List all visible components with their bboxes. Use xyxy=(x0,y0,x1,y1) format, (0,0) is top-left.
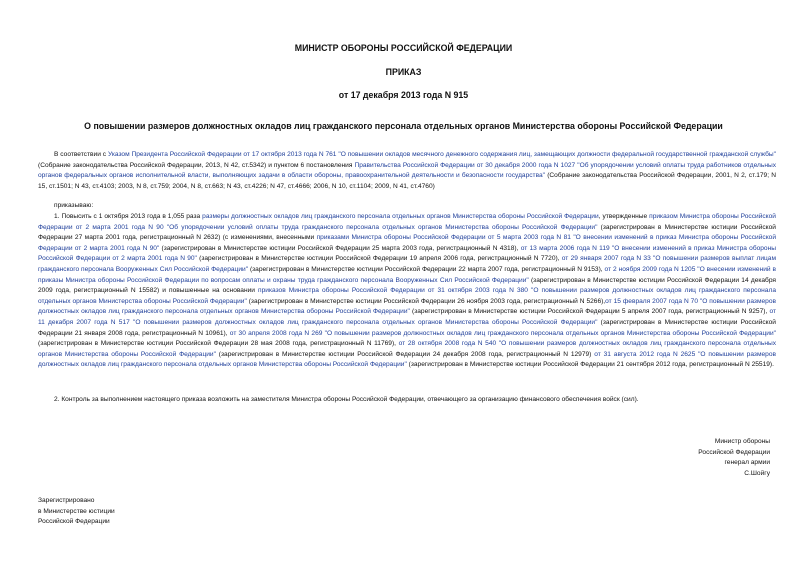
item-1-paragraph xyxy=(38,212,776,371)
registration-line-3: Российской Федерации xyxy=(38,518,110,526)
link-order-81[interactable]: приказами Министра обороны Российской Федерации от 5 марта 2003 года N 81 "О внесении изменений в приказ Министра обороны Российской Федерации от 2 марта 2001 года N 90" xyxy=(38,234,776,252)
link-order-90[interactable]: приказом Министра обороны Российской Федерации от 2 марта 2001 года N 90 "Об упорядочении условий оплаты труда гражданского персонала отдельных органов Министерства обороны Российской Федерации" xyxy=(38,213,776,231)
link-order-33[interactable]: от 29 января 2007 года N 33 "О повышении размеров выплат лицам гражданского персонала Вооруженных Сил Российской Федерации" xyxy=(38,255,776,273)
item1-text-13: (зарегистрирован в Министерстве юстиции Российской Федерации 21 сентября 2012 года, регистрационный N 25519). xyxy=(406,361,774,369)
link-government-resolution-1027[interactable]: Правительства Российской Федерации от 30 декабря 2000 года N 1027 "Об упорядочении условий оплаты труда работников отдельных органов федеральных органов исполнительной власти, выполняющих задачи в области обороны, правоохранительной деятельности и безопасности государства" xyxy=(38,161,776,180)
link-order-1205[interactable]: от 2 ноября 2009 года N 1205 "О внесении изменений в приказы Министра обороны Российской Федерации по вопросам оплаты и охраны труда гражданского персонала Вооруженных Сил Российской Федерации" xyxy=(38,265,776,284)
item1-text-4: (зарегистрирован в Министерстве юстиции Российской Федерации 25 марта 2003 года, регистрационный N 4318), xyxy=(159,244,521,252)
intro-text-2: (Собрание законодательства Российской Федерации, 2013, N 42, ст.5342) и пунктом 6 постановления xyxy=(38,161,355,169)
signature-line-2: Российской Федерации xyxy=(698,448,770,456)
link-order-540[interactable]: от 28 октября 2008 года N 540 "О повышении размеров должностных окладов лиц гражданского персонала отдельных органов Министерства обороны Российской Федерации" xyxy=(38,340,776,358)
link-order-119[interactable]: от 13 марта 2006 года N 119 "О внесении изменений в приказ Министра обороны Российской Федерации от 2 марта 2001 года N 90" xyxy=(38,244,776,263)
signature-line-1: Министр обороны xyxy=(714,438,770,445)
registration-block xyxy=(38,496,238,528)
registration-line-2: в Министерстве юстиции xyxy=(38,507,115,515)
item1-text-3: (зарегистрирован в Министерстве юстиции Российской Федерации 27 марта 2001 года, регистрационный N 2632) (с изменениями, внесенными xyxy=(38,223,776,242)
item1-text-8: (зарегистрирован в Министерстве юстиции Российской Федерации 26 ноября 2003 года, регистрационный N 5266), xyxy=(246,297,606,305)
registration-line-1: Зарегистрировано xyxy=(38,497,95,504)
item1-text-9: (зарегистрирован в Министерстве юстиции Российской Федерации 5 апреля 2007 года, регистрационный N 9257), xyxy=(409,308,770,316)
item1-text-5: (зарегистрирован в Министерстве юстиции Российской Федерации 19 апреля 2006 года, регистрационный N 7720), xyxy=(196,255,562,263)
document-title: О повышении размеров должностных окладов лиц гражданского персонала отдельных органов Министерства обороны Российской Федерации xyxy=(84,121,723,131)
item1-text-1: 1. Повысить с 1 октября 2013 года в 1,055 раза xyxy=(54,213,203,220)
item-2-paragraph: 2. Контроль за выполнением настоящего приказа возложить на заместителя Министра обороны Российской Федерации, отвечающего за организацию финансового обеспечения войск (сил). xyxy=(54,396,639,403)
item1-text-11: (зарегистрирован в Министерстве юстиции Российской Федерации 28 мая 2008 года, регистрационный N 11769), xyxy=(38,340,399,348)
link-president-decree-761[interactable]: Указом Президента Российской Федерации от 17 октября 2013 года N 761 "О повышении окладов месячного денежного содержания лиц, замещающих должности федеральной государственной гражданской службы" xyxy=(107,151,776,158)
item1-text-2: , утвержденные xyxy=(598,213,650,220)
link-order-2625[interactable]: от 31 августа 2012 года N 2625 "О повышении размеров должностных окладов лиц гражданского персонала отдельных органов Министерства обороны Российской Федерации" xyxy=(38,350,776,369)
item1-text-7: (зарегистрирован в Министерстве юстиции Российской Федерации 14 декабря 2009 года, регистрационный N 15582) и повышенные на основании xyxy=(38,276,776,295)
item1-text-10: (зарегистрирован в Министерстве юстиции Российской Федерации 21 января 2008 года, регистрационный N 10961), xyxy=(38,318,776,337)
signature-block xyxy=(630,437,770,479)
signature-line-3: генерал армии xyxy=(724,459,770,467)
link-order-269[interactable]: от 30 апреля 2008 года N 269 "О повышении размеров должностных окладов лиц гражданского персонала отдельных органов Министерства обороны Российской Федерации" xyxy=(229,329,776,337)
link-order-380[interactable]: приказов Министра обороны Российской Федерации от 31 октября 2003 года N 380 "О повышении размеров должностных окладов лиц гражданского персонала отдельных органов Министерства обороны Российской Федерации" xyxy=(38,287,776,305)
order-type-heading: ПРИКАЗ xyxy=(385,67,422,77)
intro-text-1: В соответствии с xyxy=(54,151,108,158)
order-word: приказываю: xyxy=(54,202,94,209)
intro-paragraph xyxy=(38,150,776,192)
link-salary-sizes[interactable]: размеры должностных окладов лиц гражданского персонала отдельных органов Министерства обороны Российской Федерации xyxy=(202,213,599,220)
item1-text-12: (зарегистрирован в Министерстве юстиции Российской Федерации 24 декабря 2008 года, регистрационный N 12979) xyxy=(215,350,595,358)
order-date-heading: от 17 декабря 2013 года N 915 xyxy=(338,90,469,100)
link-order-517[interactable]: от 11 декабря 2007 года N 517 "О повышении размеров должностных окладов лиц гражданского персонала отдельных органов Министерства обороны Российской Федерации" xyxy=(38,308,776,326)
intro-text-3: (Собрание законодательства Российской Федерации, 2001, N 2, ст.179; N 15, ст.1501; N 43, ст.4103; 2003, N 8, ст.759; 2004, N 8, ст.663; N 43, ст.4226; N 47, ст.4666; 2006, N 10, ст.1104; 2009, N 41, ст.4760) xyxy=(38,172,776,190)
ministry-heading: МИНИСТР ОБОРОНЫ РОССИЙСКОЙ ФЕДЕРАЦИИ xyxy=(294,43,513,53)
item1-text-6: (зарегистрирован в Министерстве юстиции Российской Федерации 22 марта 2007 года, регистрационный N 9153), xyxy=(248,265,605,273)
signature-name: С.Шойгу xyxy=(744,469,770,477)
link-order-70[interactable]: от 15 февраля 2007 года N 70 "О повышении размеров должностных окладов лиц гражданского персонала отдельных органов Министерства обороны Российской Федерации" xyxy=(38,297,776,316)
